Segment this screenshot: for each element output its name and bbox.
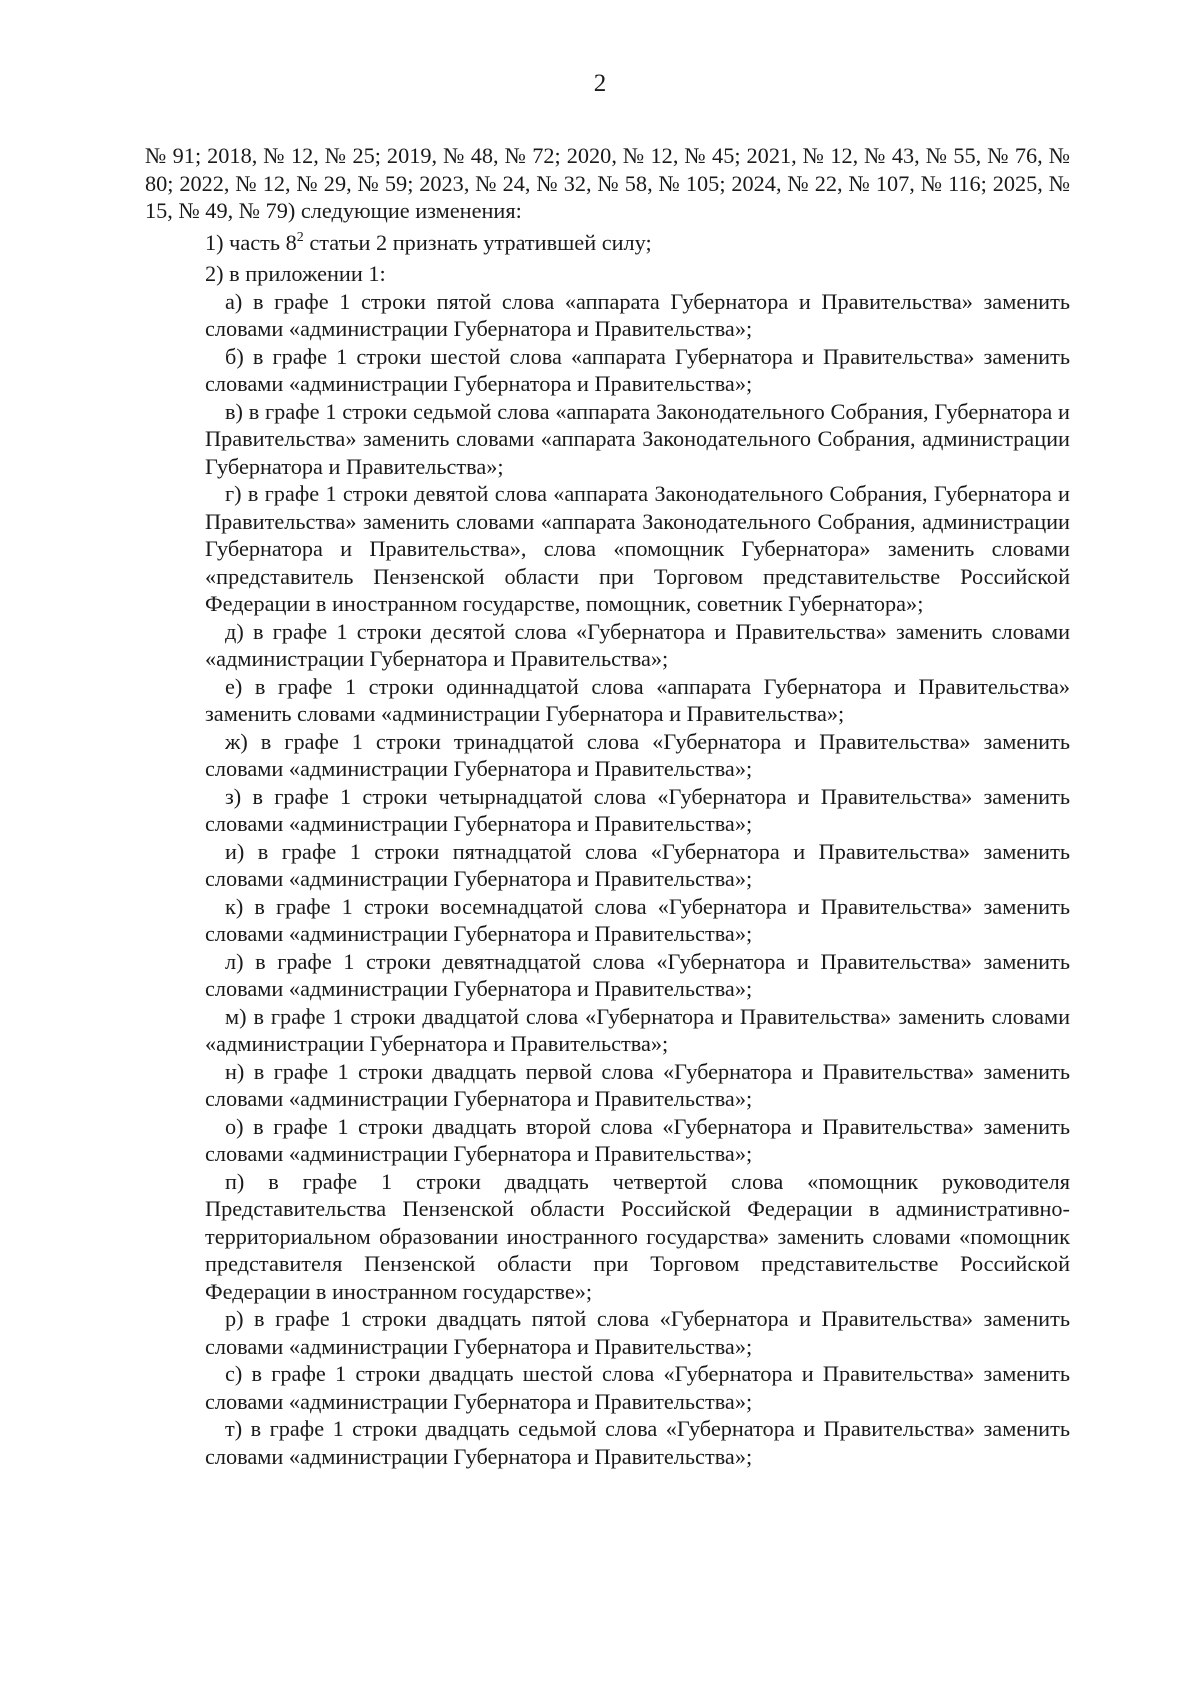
- subitem-b: б) в графе 1 строки шестой слова «аппарата Губернатора и Правительства» заменить словами «администрации Губернатора и Правительства»;: [205, 343, 1070, 396]
- subitem-z: з) в графе 1 строки четырнадцатой слова «Губернатора и Правительства» заменить словами «администрации Губернатора и Правительства»;: [205, 783, 1070, 836]
- subitem-d: д) в графе 1 строки десятой слова «Губернатора и Правительства» заменить словами «администрации Губернатора и Правительства»;: [205, 618, 1070, 671]
- subitem-r: р) в графе 1 строки двадцать пятой слова «Губернатора и Правительства» заменить словами «администрации Губернатора и Правительства»;: [205, 1306, 1070, 1359]
- item-2-paragraph: 2) в приложении 1:: [205, 261, 386, 286]
- document-body: [145, 142, 1070, 1470]
- item-1-text-before: 1) часть 8: [205, 229, 297, 255]
- subitem-v: в) в графе 1 строки седьмой слова «аппарата Законодательного Собрания, Губернатора и Правительства» заменить словами «аппарата Законодательного Собрания, администрации Губернатора и Правительства»;: [205, 398, 1070, 479]
- subitem-i: и) в графе 1 строки пятнадцатой слова «Губернатора и Правительства» заменить словами «администрации Губернатора и Правительства»;: [205, 838, 1070, 891]
- subitem-e: е) в графе 1 строки одиннадцатой слова «аппарата Губернатора и Правительства» заменить словами «администрации Губернатора и Правительства»;: [205, 673, 1070, 726]
- subitem-a: а) в графе 1 строки пятой слова «аппарата Губернатора и Правительства» заменить словами «администрации Губернатора и Правительства»;: [205, 288, 1070, 341]
- item-1-text-after: статьи 2 признать утратившей силу;: [303, 229, 652, 255]
- subitem-s: с) в графе 1 строки двадцать шестой слова «Губернатора и Правительства» заменить словами «администрации Губернатора и Правительства»;: [205, 1361, 1070, 1414]
- page-number: 2: [593, 70, 607, 97]
- item-1-superscript: 2: [296, 229, 304, 245]
- subitem-m: м) в графе 1 строки двадцатой слова «Губернатора и Правительства» заменить словами «администрации Губернатора и Правительства»;: [205, 1003, 1070, 1056]
- subitem-g: г) в графе 1 строки девятой слова «аппарата Законодательного Собрания, Губернатора и Правительства» заменить словами «аппарата Законодательного Собрания, администрации Губернатора и Правительства», слова «помощник Губернатора» заменить словами «представитель Пензенской области при Торговом представительстве Российской Федерации в иностранном государстве, помощник, советник Губернатора»;: [205, 481, 1070, 616]
- subitem-k: к) в графе 1 строки восемнадцатой слова «Губернатора и Правительства» заменить словами «администрации Губернатора и Правительства»;: [205, 893, 1070, 946]
- item-1-paragraph: [145, 229, 1070, 257]
- continuation-paragraph: № 91; 2018, № 12, № 25; 2019, № 48, № 72; 2020, № 12, № 45; 2021, № 12, № 43, № 55, № 76, № 80; 2022, № 12, № 29, № 59; 2023, № 24, № 32, № 58, № 105; 2024, № 22, № 107, № 116; 2025, № 15, № 49, № 79) следующие изменения:: [145, 143, 1070, 223]
- subitem-p: п) в графе 1 строки двадцать четвертой слова «помощник руководителя Представительства Пензенской области Российской Федерации в административно-территориальном образовании иностранного государства» заменить словами «помощник представителя Пензенской области при Торговом представительстве Российской Федерации в иностранном государстве»;: [205, 1168, 1070, 1304]
- subitem-n: н) в графе 1 строки двадцать первой слова «Губернатора и Правительства» заменить словами «администрации Губернатора и Правительства»;: [205, 1058, 1070, 1111]
- subitem-l: л) в графе 1 строки девятнадцатой слова «Губернатора и Правительства» заменить словами «администрации Губернатора и Правительства»;: [205, 948, 1070, 1001]
- subitem-zh: ж) в графе 1 строки тринадцатой слова «Губернатора и Правительства» заменить словами «администрации Губернатора и Правительства»;: [205, 728, 1070, 781]
- subitem-t: т) в графе 1 строки двадцать седьмой слова «Губернатора и Правительства» заменить словами «администрации Губернатора и Правительства»;: [205, 1416, 1070, 1469]
- subitem-o: о) в графе 1 строки двадцать второй слова «Губернатора и Правительства» заменить словами «администрации Губернатора и Правительства»;: [205, 1113, 1070, 1166]
